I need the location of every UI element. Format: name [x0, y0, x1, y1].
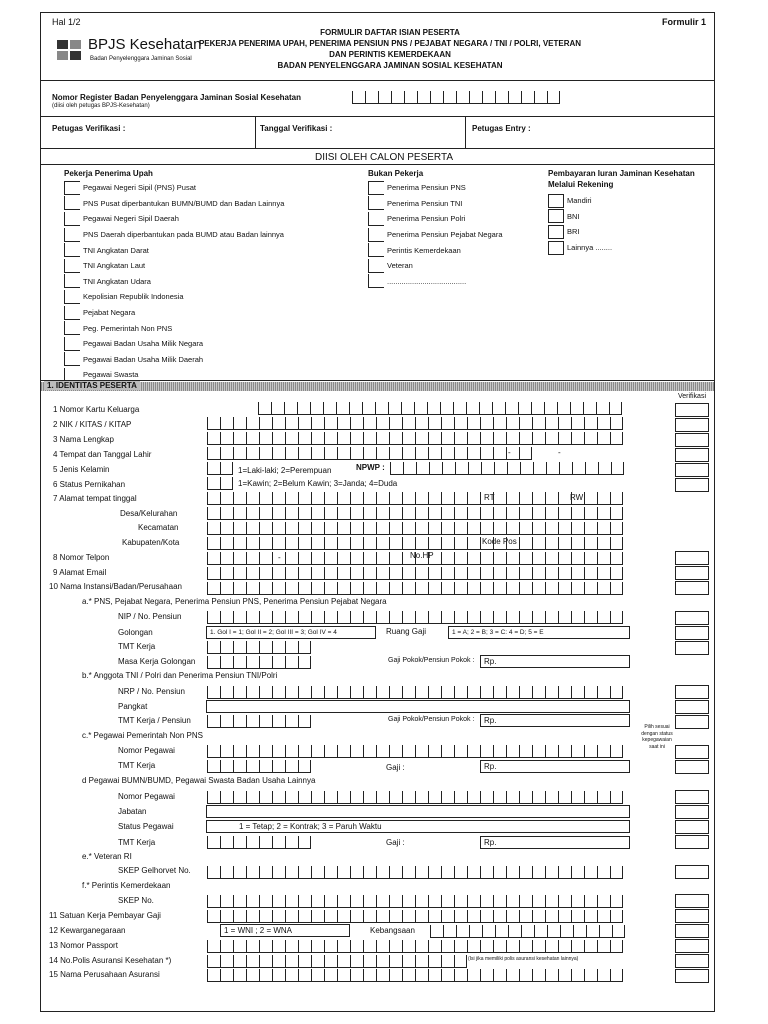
title-line-2: PEKERJA PENERIMA UPAH, PENERIMA PENSIUN PNS / PEJABAT NEGARA / TNI / POLRI, VETERAN	[198, 39, 582, 48]
field-label: Status Pegawai	[118, 822, 174, 831]
field-label: 9 Alamat Email	[53, 568, 107, 577]
fill-section-title: DIISI OLEH CALON PESERTA	[314, 152, 453, 163]
option-label: TNI Angkatan Darat	[83, 245, 149, 255]
checkbox[interactable]	[368, 259, 384, 273]
field-label: Golongan	[118, 628, 153, 637]
gender-input[interactable]	[207, 462, 233, 475]
bp-option[interactable]	[368, 227, 503, 243]
field-label: 3 Nama Lengkap	[53, 435, 114, 444]
field-label: 14 No.Polis Asuransi Kesehatan *)	[49, 956, 172, 965]
verification-box[interactable]	[675, 969, 709, 983]
logo-name: BPJS Kesehatan	[88, 36, 202, 53]
verifikasi-label: Verifikasi	[678, 393, 707, 400]
sub-section: c.* Pegawai Pemerintah Non PNS	[82, 731, 203, 740]
divider	[40, 148, 715, 149]
field-label: 13 Nomor Passport	[49, 941, 118, 950]
register-label: Nomor Register Badan Penyelenggara Jaminan Sosial Kesehatan	[52, 93, 301, 102]
option-label: Pegawai Negeri Sipil (PNS) Pusat	[83, 183, 196, 193]
option-label: TNI Angkatan Udara	[83, 276, 151, 286]
option-label: Pegawai Badan Usaha Milik Daerah	[83, 354, 204, 364]
option-label: Pegawai Swasta	[83, 370, 139, 380]
pay-option[interactable]	[548, 193, 612, 209]
field-label: 11 Satuan Kerja Pembayar Gaji	[49, 911, 161, 920]
phone-separator: -	[278, 553, 281, 562]
verification-box[interactable]	[675, 551, 709, 565]
status-options: 1 = Tetap; 2 = Kontrak; 3 = Paruh Waktu	[206, 820, 630, 833]
ppu-option[interactable]	[64, 196, 284, 212]
register-note: (diisi oleh petugas BPJS-Kesehatan)	[52, 103, 150, 109]
field-label: 4 Tempat dan Tanggal Lahir	[53, 450, 152, 459]
kk-number-input[interactable]	[258, 402, 622, 415]
verification-box[interactable]	[675, 715, 709, 729]
field-label: NRP / No. Pensiun	[118, 687, 185, 696]
rw-label: RW	[570, 493, 584, 502]
sub-section: b.* Anggota TNI / Polri dan Penerima Pensiun TNI/Polri	[82, 671, 278, 680]
field-label: 15 Nama Perusahaan Asuransi	[49, 970, 160, 979]
nip-input[interactable]	[207, 611, 623, 624]
checkbox[interactable]	[368, 196, 384, 210]
nrp-input[interactable]	[207, 686, 623, 699]
option-label: Penerima Pensiun Polri	[387, 214, 466, 224]
bp-option[interactable]	[368, 274, 503, 290]
entry-label: Petugas Entry :	[472, 124, 531, 133]
checkbox[interactable]	[368, 243, 384, 257]
option-label: Veteran	[387, 261, 413, 271]
option-label: Kepolisian Republik Indonesia	[83, 292, 184, 302]
kodepos-label: Kode Pos	[482, 537, 517, 546]
tmt-kerja-input[interactable]	[207, 760, 311, 773]
nik-input[interactable]	[207, 417, 623, 430]
verification-box[interactable]	[675, 865, 709, 879]
ppu-option[interactable]	[64, 180, 284, 196]
nomor-pegawai-input[interactable]	[207, 745, 623, 758]
sub-section: d Pegawai BUMN/BUMD, Pegawai Swasta Badan Usaha Lainnya	[82, 776, 316, 785]
verification-box[interactable]	[675, 805, 709, 819]
option-label: Penerima Pensiun PNS	[387, 183, 466, 193]
field-label: SKEP Gelhorvet No.	[118, 866, 191, 875]
field-label: Jabatan	[118, 807, 147, 816]
npwp-input[interactable]	[390, 462, 624, 475]
pay-options	[548, 193, 612, 255]
npwp-label: NPWP :	[356, 463, 385, 472]
checkbox[interactable]	[64, 274, 80, 288]
verification-box[interactable]	[675, 835, 709, 849]
checkbox[interactable]	[64, 196, 80, 210]
bp-option[interactable]	[368, 196, 503, 212]
verification-box[interactable]	[675, 924, 709, 938]
ppu-option[interactable]	[64, 289, 284, 305]
field-label: 7 Alamat tempat tinggal	[53, 494, 137, 503]
option-label: Peg. Pemerintah Non PNS	[83, 323, 173, 333]
identity-section-title: 1. IDENTITAS PESERTA	[44, 381, 140, 390]
verification-box[interactable]	[675, 790, 709, 804]
ruang-label: Ruang Gaji	[386, 627, 427, 636]
form-title	[180, 27, 600, 71]
kabupaten-input[interactable]	[207, 537, 623, 550]
pay-option[interactable]	[548, 240, 612, 256]
field-label: TMT Kerja / Pensiun	[118, 716, 191, 725]
field-label: SKEP No.	[118, 896, 154, 905]
bp-title: Bukan Pekerja	[368, 169, 424, 178]
desa-input[interactable]	[207, 507, 623, 520]
ppu-option[interactable]	[64, 211, 284, 227]
field-label: Pangkat	[118, 702, 148, 711]
field-label: Nomor Pegawai	[118, 746, 175, 755]
tmt-kerja-input[interactable]	[207, 641, 311, 654]
verification-box[interactable]	[675, 463, 709, 477]
bpjs-logo	[56, 38, 84, 64]
ruang-options: 1 = A; 2 = B; 3 = C: 4 = D; 5 = E	[448, 626, 630, 639]
ppu-option[interactable]	[64, 352, 284, 368]
verification-box[interactable]	[675, 894, 709, 908]
field-label: 1 Nomor Kartu Keluarga	[53, 405, 140, 414]
skep-input[interactable]	[207, 895, 623, 908]
checkbox[interactable]	[64, 290, 80, 304]
verification-box[interactable]	[675, 939, 709, 953]
field-label: 5 Jenis Kelamin	[53, 465, 110, 474]
ppu-option[interactable]	[64, 242, 284, 258]
option-label: Pegawai Badan Usaha Milik Negara	[83, 339, 204, 349]
verification-box[interactable]	[675, 433, 709, 447]
field-label: TMT Kerja	[118, 642, 156, 651]
checkbox[interactable]	[548, 194, 564, 208]
pay-title-1: Pembayaran Iuran Jaminan Kesehatan	[548, 169, 695, 178]
title-line-4: BADAN PENYELENGGARA JAMINAN SOSIAL KESEHATAN	[277, 61, 503, 70]
kecamatan-input[interactable]	[207, 522, 623, 535]
name-input[interactable]	[207, 432, 623, 445]
golongan-options: 1. Gol I = 1; Gol II = 2; Gol III = 3; Gol IV = 4	[206, 626, 376, 639]
ppu-option[interactable]	[64, 305, 284, 321]
verification-box[interactable]	[675, 685, 709, 699]
date-separator: -	[558, 448, 561, 457]
jabatan-input[interactable]	[206, 805, 630, 818]
verification-box[interactable]	[675, 760, 709, 774]
polis-input[interactable]	[207, 955, 467, 968]
nohp-label: No.HP	[410, 551, 434, 560]
option-label: ......................................	[387, 276, 467, 286]
gaji-input[interactable]: Rp.	[480, 760, 630, 773]
tmt-pensiun-input[interactable]	[207, 715, 311, 728]
verify-date-label: Tanggal Verifikasi :	[260, 124, 333, 133]
option-label: Pejabat Negara	[83, 308, 136, 318]
option-text: 1=Laki-laki; 2=Perempuan	[238, 466, 332, 475]
kebangsaan-input[interactable]	[430, 925, 625, 938]
gaji-label: Gaji :	[386, 838, 405, 847]
wni-options: 1 = WNI ; 2 = WNA	[220, 924, 350, 937]
nomor-pegawai-input[interactable]	[207, 791, 623, 804]
section-bar	[41, 382, 714, 391]
gaji-input[interactable]: Rp.	[480, 714, 630, 727]
verification-box[interactable]	[675, 700, 709, 714]
ppu-options	[64, 180, 284, 383]
verification-box[interactable]	[675, 641, 709, 655]
checkbox[interactable]	[548, 209, 564, 223]
field-label: 2 NIK / KITAS / KITAP	[53, 420, 132, 429]
field-label: Kecamatan	[138, 523, 179, 532]
register-number-input[interactable]	[352, 91, 560, 104]
passport-input[interactable]	[207, 940, 623, 953]
gaji-pokok-label: Gaji Pokok/Pensiun Pokok :	[388, 657, 475, 664]
form-code: Formulir 1	[662, 17, 707, 27]
verification-box[interactable]	[675, 745, 709, 759]
address-input[interactable]	[207, 492, 623, 505]
field-label: 6 Status Pernikahan	[53, 480, 126, 489]
checkbox[interactable]	[64, 259, 80, 273]
divider	[40, 80, 715, 81]
divider	[465, 116, 466, 148]
field-label: Nomor Pegawai	[118, 792, 175, 801]
birth-place-input[interactable]	[207, 447, 532, 460]
pilih-note: Pilih sesuai dengan status kepegawaian saat ini	[641, 724, 673, 750]
title-line-1: FORMULIR DAFTAR ISIAN PESERTA	[320, 28, 460, 37]
page-label: Hal 1/2	[52, 17, 81, 27]
kebangsaan-label: Kebangsaan	[370, 926, 415, 935]
verification-box[interactable]	[675, 626, 709, 640]
verification-box[interactable]	[675, 566, 709, 580]
bp-option[interactable]	[368, 180, 503, 196]
divider	[40, 380, 715, 381]
field-label: TMT Kerja	[118, 838, 156, 847]
sub-section: f.* Perintis Kemerdekaan	[82, 881, 171, 890]
pay-option[interactable]	[548, 224, 612, 240]
bp-option[interactable]	[368, 258, 503, 274]
option-label: Lainnya ........	[567, 243, 613, 253]
verification-box[interactable]	[675, 448, 709, 462]
asuransi-input[interactable]	[207, 969, 623, 982]
pay-title-2: Melalui Rekening	[548, 180, 614, 189]
skep-gelhorvet-input[interactable]	[207, 866, 623, 879]
verifier-label: Petugas Verifikasi :	[52, 124, 126, 133]
option-label: Perintis Kemerdekaan	[387, 245, 461, 255]
rt-label: RT	[484, 493, 495, 502]
gaji-label: Gaji :	[386, 763, 405, 772]
verification-box[interactable]	[675, 581, 709, 595]
divider	[255, 116, 256, 148]
divider	[40, 116, 715, 117]
option-label: BRI	[567, 227, 580, 237]
checkbox[interactable]	[548, 225, 564, 239]
bp-options	[368, 180, 503, 289]
field-label: TMT Kerja	[118, 761, 156, 770]
date-separator: -	[508, 448, 511, 457]
ppu-option[interactable]	[64, 274, 284, 290]
instansi-input[interactable]	[207, 582, 623, 595]
checkbox[interactable]	[368, 228, 384, 242]
checkbox[interactable]	[368, 274, 384, 288]
verification-box[interactable]	[675, 909, 709, 923]
option-label: Penerima Pensiun Pejabat Negara	[387, 230, 503, 240]
gaji-input[interactable]: Rp.	[480, 655, 630, 668]
logo-subtitle: Badan Penyelenggara Jaminan Sosial	[90, 56, 192, 62]
field-label: 10 Nama Instansi/Badan/Perusahaan	[49, 582, 182, 591]
field-label: 12 Kewarganegaraan	[49, 926, 126, 935]
verification-box[interactable]	[675, 478, 709, 492]
email-input[interactable]	[207, 567, 623, 580]
verification-box[interactable]	[675, 954, 709, 968]
divider	[40, 164, 715, 165]
sub-section: a.* PNS, Pejabat Negara, Penerima Pensiun PNS, Penerima Pensiun Pejabat Negara	[82, 597, 387, 606]
option-label: PNS Daerah diperbantukan pada BUMD atau Badan lainnya	[83, 230, 284, 240]
option-text: 1=Kawin; 2=Belum Kawin; 3=Janda; 4=Duda	[238, 479, 398, 488]
marital-input[interactable]	[207, 477, 233, 490]
checkbox[interactable]	[64, 352, 80, 366]
pangkat-input[interactable]	[206, 700, 630, 713]
bp-option[interactable]	[368, 242, 503, 258]
option-label: Penerima Pensiun TNI	[387, 198, 463, 208]
tmt-kerja-input[interactable]	[207, 836, 311, 849]
checkbox[interactable]	[64, 228, 80, 242]
field-label: NIP / No. Pensiun	[118, 612, 182, 621]
ppu-option[interactable]	[64, 258, 284, 274]
option-label: PNS Pusat diperbantukan BUMN/BUMD dan Badan Lainnya	[83, 198, 285, 208]
verification-box[interactable]	[675, 403, 709, 417]
verification-box[interactable]	[675, 611, 709, 625]
phone-input[interactable]	[207, 552, 623, 565]
ppu-option[interactable]	[64, 227, 284, 243]
option-label: Mandiri	[567, 196, 592, 206]
option-label: Pegawai Negeri Sipil Daerah	[83, 214, 179, 224]
option-label: TNI Angkatan Laut	[83, 261, 146, 271]
satuan-kerja-input[interactable]	[207, 910, 623, 923]
ppu-title: Pekerja Penerima Upah	[64, 169, 153, 178]
bpjs-logo-icon	[56, 38, 84, 62]
checkbox[interactable]	[64, 306, 80, 320]
verification-box[interactable]	[675, 418, 709, 432]
checkbox[interactable]	[64, 212, 80, 226]
checkbox[interactable]	[64, 243, 80, 257]
field-label: Kabupaten/Kota	[122, 538, 180, 547]
sub-section: e.* Veteran RI	[82, 852, 132, 861]
masa-kerja-input[interactable]	[207, 656, 311, 669]
checkbox[interactable]	[548, 241, 564, 255]
checkbox[interactable]	[64, 181, 80, 195]
polis-note: (Isi jika memiliki polis asuransi kesehatan lainnya)	[468, 956, 579, 962]
field-label: Masa Kerja Golongan	[118, 657, 196, 666]
pay-option[interactable]	[548, 209, 612, 225]
field-label: 8 Nomor Telpon	[53, 553, 110, 562]
checkbox[interactable]	[368, 212, 384, 226]
ppu-option[interactable]	[64, 320, 284, 336]
checkbox[interactable]	[64, 337, 80, 351]
checkbox[interactable]	[368, 181, 384, 195]
ppu-option[interactable]	[64, 336, 284, 352]
gaji-pokok-label: Gaji Pokok/Pensiun Pokok :	[388, 716, 475, 723]
title-line-3: DAN PERINTIS KEMERDEKAAN	[329, 50, 451, 59]
gaji-input[interactable]: Rp.	[480, 836, 630, 849]
bp-option[interactable]	[368, 211, 503, 227]
field-label: Desa/Kelurahan	[120, 509, 178, 518]
checkbox[interactable]	[64, 321, 80, 335]
verification-box[interactable]	[675, 820, 709, 834]
option-label: BNI	[567, 211, 580, 221]
